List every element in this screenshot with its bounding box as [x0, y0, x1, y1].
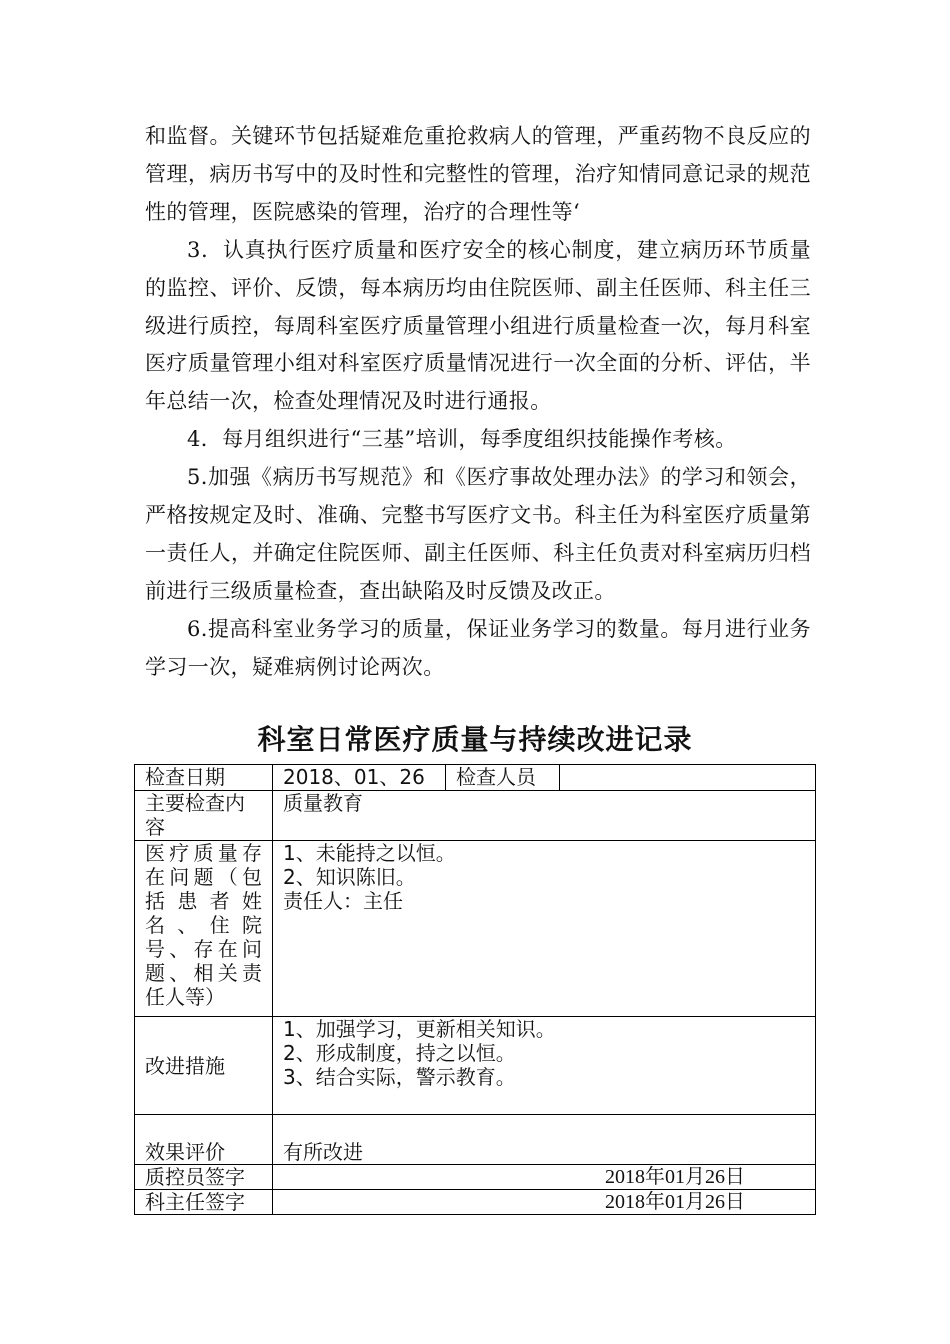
effect-label: 效果评价 [135, 1115, 273, 1165]
problems-label: 医疗质量存在问题（包括患者姓名、住院号、存在问题、相关责任人等） [135, 841, 273, 1017]
director-sign-date: 2018年01月26日 [273, 1190, 816, 1215]
row-main-content [135, 791, 816, 841]
main-content-value: 质量教育 [273, 791, 816, 841]
inspector-label: 检查人员 [446, 765, 560, 791]
paragraph-item-3: 3．认真执行医疗质量和医疗安全的核心制度，建立病历环节质量的监控、评价、反馈，每本病历均由住院医师、副主任医师、科主任三级进行质控，每周科室医疗质量管理小组进行质量检查一次，每月科室医疗质量管理小组对科室医疗质量情况进行一次全面的分析、评估，半年总结一次，检查处理情况及时进行通报。 [145, 237, 811, 414]
paragraph-item-4: 4．每月组织进行“三基”培训，每季度组织技能操作考核。 [187, 427, 737, 452]
measure-item: 3、结合实际，警示教育。 [283, 1065, 516, 1089]
measure-item: 1、加强学习，更新相关知识。 [283, 1017, 556, 1041]
inspector-value [560, 765, 816, 791]
qc-sign-date: 2018年01月26日 [273, 1165, 816, 1190]
quality-record-table [134, 764, 816, 1215]
body-text [145, 118, 811, 687]
effect-value: 有所改进 [273, 1115, 816, 1165]
director-sign-label: 科主任签字 [135, 1190, 273, 1215]
paragraph-item-5: 5.加强《病历书写规范》和《医疗事故处理办法》的学习和领会，严格按规定及时、准确、完整书写医疗文书。科主任为科室医疗质量第一责任人，并确定住院医师、副主任医师、科主任负责对科室病历归档前进行三级质量检查，查出缺陷及时反馈及改正。 [145, 465, 811, 603]
measure-item: 2、形成制度，持之以恒。 [283, 1041, 516, 1065]
qc-sign-label: 质控员签字 [135, 1165, 273, 1190]
problems-value [273, 841, 816, 1017]
record-title: 科室日常医疗质量与持续改进记录 [257, 723, 693, 756]
check-date-value: 2018、01、26 [273, 765, 446, 791]
problem-item: 2、知识陈旧。 [283, 865, 416, 889]
main-content-label: 主要检查内容 [135, 791, 273, 841]
check-date-label: 检查日期 [135, 765, 273, 791]
paragraph-item-6: 6.提高科室业务学习的质量，保证业务学习的数量。每月进行业务学习一次，疑难病例讨论两次。 [145, 616, 811, 679]
row-measures [135, 1017, 816, 1115]
row-qc-sign [135, 1165, 816, 1190]
problem-item: 1、未能持之以恒。 [283, 841, 456, 865]
measures-label: 改进措施 [135, 1017, 273, 1115]
responsible-person: 责任人：主任 [283, 889, 403, 913]
paragraph-continuation: 和监督。关键环节包括疑难危重抢救病人的管理，严重药物不良反应的管理，病历书写中的及时性和完整性的管理，治疗知情同意记录的规范性的管理，医院感染的管理，治疗的合理性等‘ [145, 124, 811, 224]
row-problems [135, 841, 816, 1017]
row-check-date [135, 765, 816, 791]
row-director-sign [135, 1190, 816, 1215]
measures-value [273, 1017, 816, 1115]
row-effect [135, 1115, 816, 1165]
